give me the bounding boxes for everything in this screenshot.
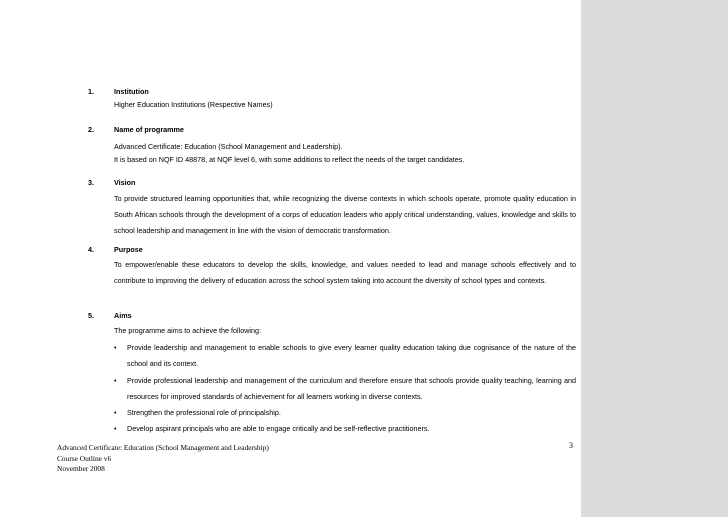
section-heading: Aims [114, 311, 132, 320]
section-heading: Name of programme [114, 125, 184, 134]
section-heading: Vision [114, 178, 136, 187]
footer-version: Course Outline v6 [57, 453, 112, 463]
bullet-icon: • [114, 376, 117, 385]
section-paragraph: Advanced Certificate: Education (School Management and Leadership). [114, 142, 343, 151]
comment-margin-pane [581, 0, 728, 517]
section-paragraph: It is based on NQF ID 48878, at NQF level 6, with some additions to reflect the needs of the target candidates. [114, 155, 465, 164]
section-paragraph: The programme aims to achieve the following: [114, 326, 262, 335]
section-number: 5. [88, 311, 94, 320]
footer [57, 443, 269, 475]
section-heading: Purpose [114, 245, 143, 254]
footer-title: Advanced Certificate: Education (School Management and Leadership) [57, 443, 269, 452]
list-item-text: Provide professional leadership and management of the curriculum and therefore ensure that schools provide quality teaching, learning and resources for improved standards of achievement for all learners working in diverse contexts. [127, 376, 576, 401]
section-number: 4. [88, 245, 94, 254]
list-item-text: Provide leadership and management to enable schools to give every learner quality education taking due cognisance of the nature of the school and its context. [127, 343, 576, 368]
bullet-icon: • [114, 424, 117, 433]
list-item-text: Develop aspirant principals who are able to engage critically and be self-reflective practitioners. [127, 424, 430, 433]
bullet-icon: • [114, 408, 117, 417]
section-paragraph: To empower/enable these educators to develop the skills, knowledge, and values needed to lead and manage schools effectively and to contribute to improving the delivery of education across the school system taking into account the diversity of school types and contexts. [114, 260, 576, 285]
list-item-text: Strengthen the professional role of principalship. [127, 408, 281, 417]
page-number: 3 [569, 441, 573, 450]
section-paragraph: Higher Education Institutions (Respective Names) [114, 100, 273, 109]
section-number: 3. [88, 178, 94, 187]
section-paragraph: To provide structured learning opportunities that, while recognizing the diverse contexts in which schools operate, promote quality education in South African schools through the development of a corps of education leaders who apply critical understanding, values, knowledge and skills to school leadership and management in line with the vision of democratic transformation. [114, 194, 576, 235]
footer-date: November 2008 [57, 464, 105, 473]
bullet-icon: • [114, 343, 117, 352]
section-heading: Institution [114, 87, 149, 96]
section-number: 1. [88, 87, 94, 96]
section-number: 2. [88, 125, 94, 134]
